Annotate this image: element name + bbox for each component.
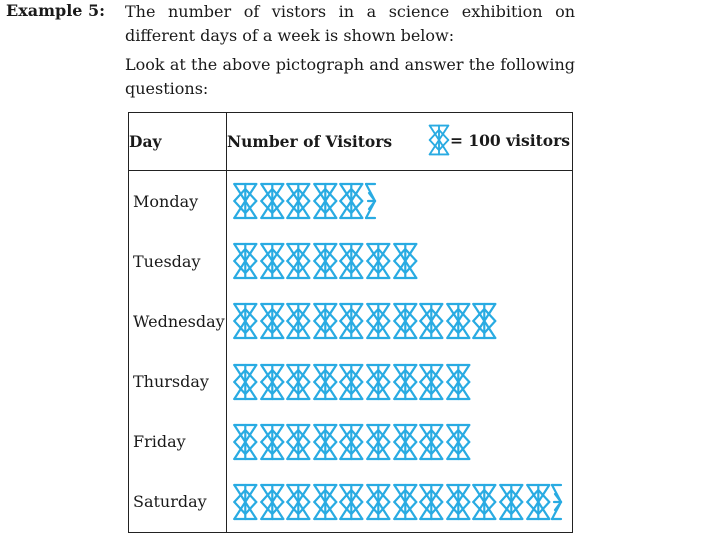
visitor-symbol-icon bbox=[232, 422, 259, 462]
table-row bbox=[129, 351, 573, 411]
visitor-symbol-icon bbox=[285, 422, 312, 462]
legend-key-text: = 100 visitors bbox=[449, 130, 570, 150]
visitor-symbol-icon bbox=[338, 301, 365, 341]
visitor-symbol-icon bbox=[285, 362, 312, 402]
symbol-row bbox=[227, 181, 572, 221]
pictograph-table bbox=[128, 112, 573, 533]
visitor-symbol-icon bbox=[365, 482, 392, 522]
visitor-symbol-icon bbox=[259, 482, 286, 522]
visitor-symbol-icon bbox=[285, 482, 312, 522]
visitor-symbol-icon bbox=[232, 181, 259, 221]
half-visitor-symbol-icon bbox=[551, 482, 563, 522]
header-day: Day bbox=[129, 113, 227, 171]
symbol-row bbox=[227, 362, 572, 402]
visitor-symbol-icon bbox=[338, 482, 365, 522]
visitor-symbol-icon bbox=[338, 181, 365, 221]
visitor-symbol-icon bbox=[392, 482, 419, 522]
example-label: Example 5: bbox=[6, 1, 106, 20]
visitor-symbol-icon bbox=[312, 482, 339, 522]
day-label: Wednesday bbox=[129, 291, 227, 351]
symbol-cell bbox=[227, 231, 573, 291]
visitor-symbol-icon bbox=[445, 422, 472, 462]
visitor-symbol-icon bbox=[338, 362, 365, 402]
symbol-cell bbox=[227, 171, 573, 232]
visitor-symbol-icon bbox=[392, 422, 419, 462]
visitor-symbol-icon bbox=[418, 362, 445, 402]
symbol-row bbox=[227, 301, 572, 341]
visitor-symbol-icon bbox=[365, 422, 392, 462]
visitor-symbol-icon bbox=[259, 422, 286, 462]
visitor-symbol-icon bbox=[392, 301, 419, 341]
visitor-symbol-icon bbox=[285, 181, 312, 221]
symbol-cell bbox=[227, 351, 573, 411]
visitor-symbol-icon bbox=[259, 301, 286, 341]
visitor-symbol-icon bbox=[232, 482, 259, 522]
day-label: Saturday bbox=[129, 472, 227, 533]
table-row bbox=[129, 171, 573, 232]
visitor-symbol-icon bbox=[418, 482, 445, 522]
question-text: The number of vistors in a science exhibition on different days of a week is shown below: bbox=[125, 2, 575, 45]
visitor-symbol-icon bbox=[471, 482, 498, 522]
visitor-symbol-icon bbox=[312, 362, 339, 402]
symbol-row bbox=[227, 241, 572, 281]
visitor-symbol-icon bbox=[418, 301, 445, 341]
table-row bbox=[129, 472, 573, 533]
visitor-symbol-icon bbox=[312, 241, 339, 281]
symbol-cell bbox=[227, 291, 573, 351]
visitor-symbol-icon bbox=[232, 362, 259, 402]
day-label: Tuesday bbox=[129, 231, 227, 291]
symbol-row bbox=[227, 422, 572, 462]
legend-key bbox=[428, 120, 570, 160]
visitor-symbol-icon bbox=[392, 362, 419, 402]
visitor-symbol-icon bbox=[471, 301, 498, 341]
visitor-symbol-icon bbox=[365, 362, 392, 402]
visitor-symbol-icon bbox=[498, 482, 525, 522]
visitor-symbol-icon bbox=[259, 362, 286, 402]
header-visitors-cell bbox=[227, 113, 573, 171]
day-label: Monday bbox=[129, 171, 227, 232]
visitor-symbol-icon bbox=[312, 422, 339, 462]
symbol-cell bbox=[227, 472, 573, 533]
symbol-row bbox=[227, 482, 572, 522]
visitor-symbol-icon bbox=[312, 181, 339, 221]
header-visitors: Number of Visitors bbox=[227, 132, 393, 151]
visitor-symbol-icon bbox=[445, 482, 472, 522]
visitor-symbol-icon bbox=[338, 422, 365, 462]
instruction-text: Look at the above pictograph and answer the following questions: bbox=[125, 55, 575, 98]
visitor-symbol-icon bbox=[259, 181, 286, 221]
visitor-symbol-icon bbox=[365, 301, 392, 341]
visitor-symbol-icon bbox=[365, 241, 392, 281]
half-visitor-symbol-icon bbox=[365, 181, 377, 221]
visitor-symbol-icon bbox=[312, 301, 339, 341]
day-label: Friday bbox=[129, 412, 227, 472]
visitor-symbol-icon bbox=[418, 422, 445, 462]
visitor-symbol-icon bbox=[525, 482, 552, 522]
visitor-symbol-icon bbox=[445, 362, 472, 402]
visitor-symbol-icon bbox=[259, 241, 286, 281]
visitor-symbol-icon bbox=[232, 301, 259, 341]
symbol-cell bbox=[227, 412, 573, 472]
visitor-symbol-icon bbox=[285, 301, 312, 341]
visitor-symbol-icon bbox=[392, 241, 419, 281]
table-row bbox=[129, 231, 573, 291]
visitor-symbol-icon bbox=[232, 241, 259, 281]
day-label: Thursday bbox=[129, 351, 227, 411]
visitor-symbol-icon bbox=[338, 241, 365, 281]
table-row bbox=[129, 412, 573, 472]
visitor-symbol-icon bbox=[285, 241, 312, 281]
visitor-symbol-icon bbox=[445, 301, 472, 341]
table-row bbox=[129, 291, 573, 351]
visitor-symbol-icon bbox=[428, 120, 450, 160]
